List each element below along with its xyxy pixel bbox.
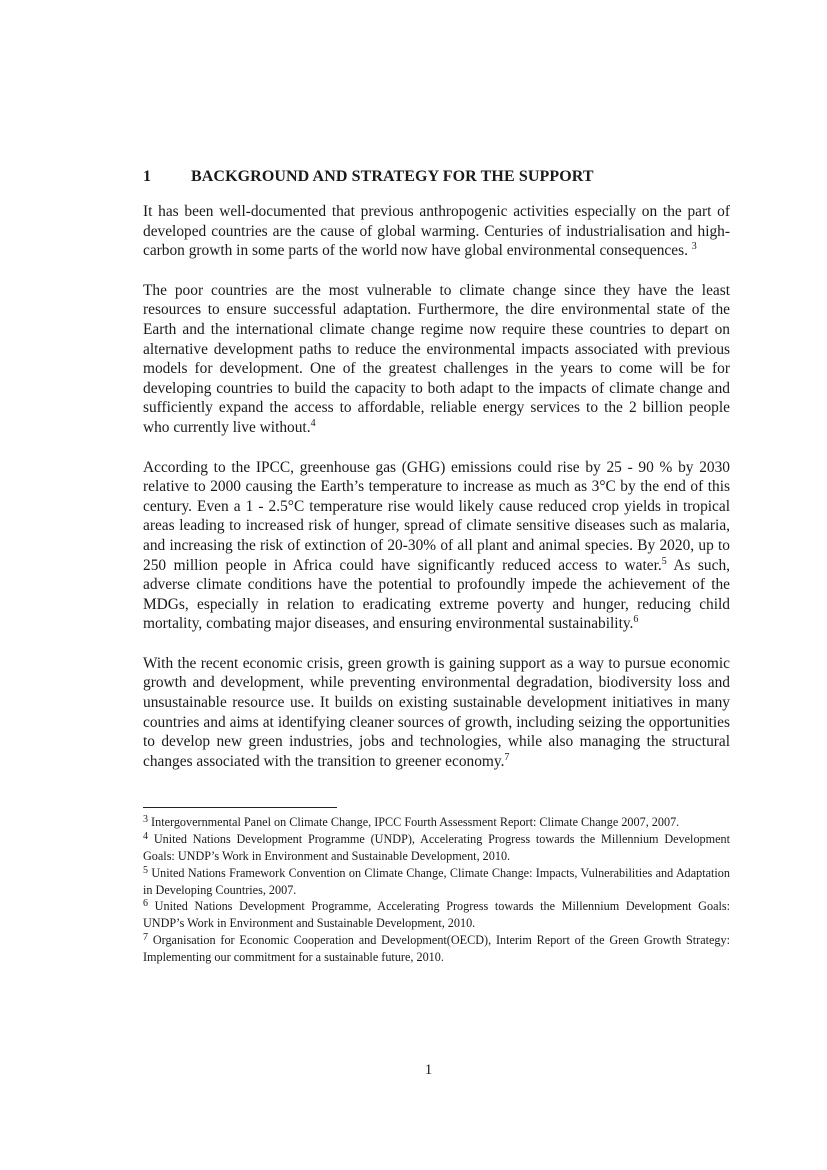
footnote-divider [143,807,337,808]
footnote-6: $^6$ United Nations Development Programme, Accelerating Progress towards the Millennium Development Goals: UNDP’s Work in Environment and Sustainable Development, 2010. [143,898,730,931]
section-heading [143,168,730,186]
footnote-ref-7: 7 [504,751,510,763]
document-page [143,168,730,966]
section-title: BACKGROUND AND STRATEGY FOR THE SUPPORT [191,168,594,185]
paragraph-1: It has been well-documented that previous anthropogenic activities especially on the part of developed countries are the cause of global warming. Centuries of industrialisation and high-carbon growth in some parts of the world now have global environmental consequences. $^3$ [143,203,730,260]
footnote-ref-3: 3 [691,241,697,253]
footnote-3: $^3$ Intergovernmental Panel on Climate Change, IPCC Fourth Assessment Report: Climate Change 2007, 2007. [143,814,680,830]
section-number: 1 [143,168,152,185]
paragraph-2: The poor countries are the most vulnerable to climate change since they have the least resources to ensure successful adaptation. Furthermore, the dire environmental state of the Earth and the international climate change regime now require these countries to depart on alternative development paths to reduce the environmental impacts associated with previous models for development. One of the greatest challenges in the years to come will be for developing countries to build the capacity to both adapt to the impacts of climate change and sufficiently expand the access to affordable, reliable energy services to the 2 billion people who currently live without.$^4$ [143,281,730,436]
footnote-7: $^7$ Organisation for Economic Cooperation and Development(OECD), Interim Report of the Green Growth Strategy: Implementing our commitment for a sustainable future, 2010. [143,932,730,964]
footnote-5: $^5$ United Nations Framework Convention on Climate Change, Climate Change: Impacts, Vulnerabilities and Adaptation in Developing Countries, 2007. [143,864,730,897]
footnote-ref-5: 5 [661,555,667,567]
footnotes [143,814,730,965]
paragraph-4: With the recent economic crisis, green growth is gaining support as a way to pursue economic growth and development, while preventing environmental degradation, biodiversity loss and unsustainable resource use. It builds on existing sustainable development initiatives in many countries and aims at identifying cleaner sources of growth, including seizing the opportunities to develop new green industries, jobs and technologies, while also managing the structural changes associated with the transition to greener economy.$^7$ [143,654,730,770]
paragraph-3: According to the IPCC, greenhouse gas (GHG) emissions could rise by 25 - 90 % by 2030 relative to 2000 causing the Earth’s temperature to increase as much as 3°C by the end of this century. Even a 1 - 2.5°C temperature rise would likely cause reduced crop yields in tropical areas leading to increased risk of hunger, spread of climate sensitive diseases such as malaria, and increasing the risk of extinction of 20-30% of all plant and animal species. By 2020, up to 250 million people in Africa could have significantly reduced access to water.$^5$ As such, adverse climate conditions have the potential to profoundly impede the achievement of the MDGs, especially in relation to eradicating extreme poverty and hunger, reducing child mortality, combating major diseases, and ensuring environmental sustainability.$^6$ [143,458,730,633]
footnote-ref-6: 6 [633,614,639,626]
page-number: 1 [424,1062,433,1078]
footnote-4: $^4$ United Nations Development Programme (UNDP), Accelerating Progress towards the Millennium Development Goals: UNDP’s Work in Environment and Sustainable Development, 2010. [143,831,730,864]
footnote-ref-4: 4 [310,417,316,429]
